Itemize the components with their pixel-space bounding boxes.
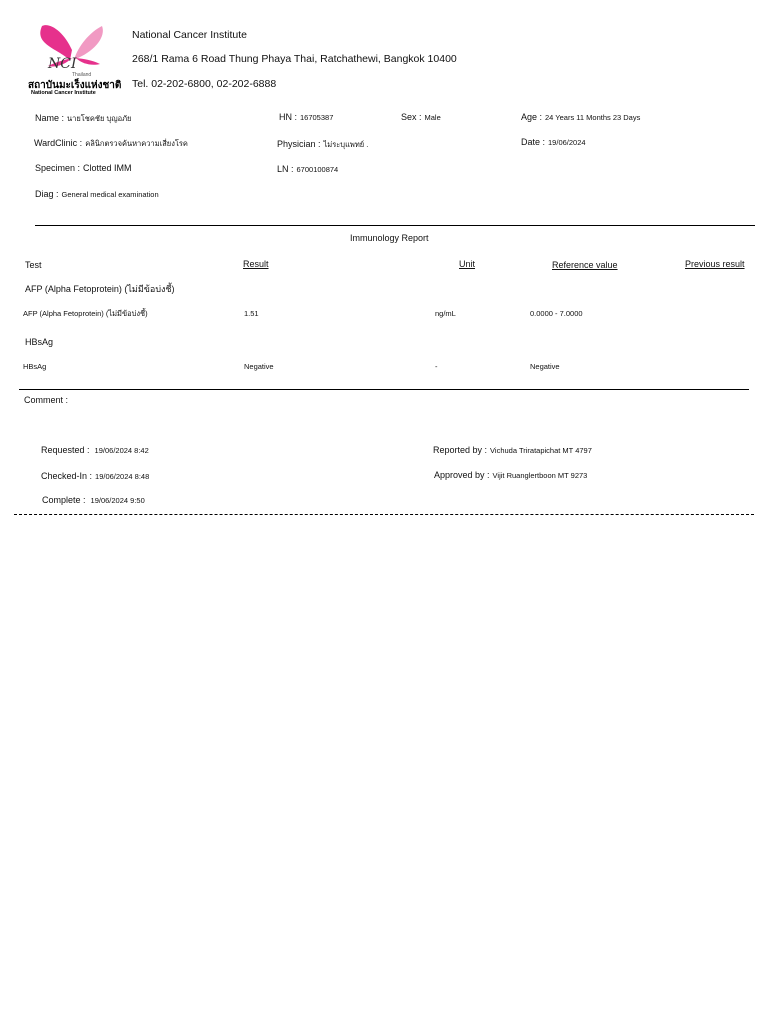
diag-label: Diag : bbox=[35, 189, 59, 199]
institute-name: National Cancer Institute bbox=[132, 29, 247, 41]
requested-value: 19/06/2024 8:42 bbox=[94, 446, 149, 455]
approved-by bbox=[434, 470, 587, 480]
sex-label: Sex : bbox=[401, 112, 422, 122]
page-end-dashed-line bbox=[14, 514, 754, 515]
reported-label: Reported by : bbox=[433, 445, 488, 455]
name-label: Name : bbox=[35, 113, 65, 123]
age-value: 24 Years 11 Months 23 Days bbox=[545, 113, 641, 122]
physician-label: Physician : bbox=[277, 139, 321, 149]
reported-by bbox=[433, 445, 592, 455]
institute-address: 268/1 Rama 6 Road Thung Phaya Thai, Ratchathewi, Bangkok 10400 bbox=[132, 53, 457, 65]
approved-value: Vijit Ruanglertboon MT 9273 bbox=[492, 471, 588, 480]
diagnosis bbox=[35, 189, 159, 199]
report-title: Immunology Report bbox=[350, 233, 429, 243]
group-heading-afp: AFP (Alpha Fetoprotein) (ไม่มีข้อบ่งชี้) bbox=[25, 284, 175, 294]
report-date bbox=[521, 137, 586, 147]
diag-value: General medical examination bbox=[61, 190, 159, 199]
table-row-test: HBsAg bbox=[23, 362, 47, 371]
table-row-unit: ng/mL bbox=[435, 309, 456, 318]
col-result-header: Result bbox=[243, 259, 269, 269]
patient-sex bbox=[401, 112, 441, 122]
table-row-result: 1.51 bbox=[244, 309, 259, 318]
patient-hn bbox=[279, 112, 333, 122]
ln-label: LN : bbox=[277, 164, 294, 174]
table-row-reference: Negative bbox=[530, 362, 560, 371]
date-label: Date : bbox=[521, 137, 546, 147]
ward-label: WardClinic : bbox=[34, 138, 83, 148]
divider bbox=[19, 389, 749, 390]
table-row-test: AFP (Alpha Fetoprotein) (ไม่มีข้อบ่งชี้) bbox=[23, 309, 148, 318]
approved-label: Approved by : bbox=[434, 470, 490, 480]
reported-value: Vichuda Triratapichat MT 4797 bbox=[490, 446, 592, 455]
checked-value: 19/06/2024 8:48 bbox=[95, 472, 150, 481]
table-row-result: Negative bbox=[244, 362, 274, 371]
institute-logo bbox=[26, 20, 122, 98]
ln-value: 6700100874 bbox=[296, 165, 339, 174]
logo-english-name: National Cancer Institute bbox=[31, 90, 96, 96]
specimen bbox=[35, 163, 132, 173]
logo-country: Thailand bbox=[72, 72, 92, 78]
table-row-reference: 0.0000 - 7.0000 bbox=[530, 309, 583, 318]
sex-value: Male bbox=[424, 113, 441, 122]
hn-label: HN : bbox=[279, 112, 297, 122]
patient-ward bbox=[34, 138, 188, 150]
table-row-unit: - bbox=[435, 362, 438, 371]
specimen-label: Specimen : bbox=[35, 163, 81, 173]
complete-label: Complete : bbox=[42, 495, 86, 505]
complete-value: 19/06/2024 9:50 bbox=[90, 496, 145, 505]
requested-time bbox=[41, 445, 149, 455]
requested-label: Requested : bbox=[41, 445, 90, 455]
col-unit-header: Unit bbox=[459, 259, 476, 269]
logo-thai-name: สถาบันมะเร็งแห่งชาติ bbox=[28, 80, 122, 91]
col-previous-header: Previous result bbox=[685, 259, 745, 269]
institute-tel: Tel. 02-202-6800, 02-202-6888 bbox=[132, 78, 277, 90]
divider bbox=[35, 225, 755, 226]
patient-age bbox=[521, 112, 640, 122]
hn-value: 16705387 bbox=[300, 113, 334, 122]
checked-label: Checked-In : bbox=[41, 471, 93, 481]
checked-in-time bbox=[41, 471, 149, 481]
comment-label: Comment : bbox=[24, 395, 69, 405]
date-value: 19/06/2024 bbox=[548, 138, 586, 147]
age-label: Age : bbox=[521, 112, 543, 122]
specimen-value: Clotted IMM bbox=[83, 163, 132, 173]
patient-physician bbox=[277, 139, 368, 151]
physician-value: ไม่ระบุแพทย์ . bbox=[323, 140, 369, 149]
lab-number bbox=[277, 164, 338, 174]
patient-name bbox=[35, 113, 131, 125]
name-value: นายโชคชัย บุญอภัย bbox=[67, 114, 132, 123]
group-heading-hbsag: HBsAg bbox=[25, 337, 54, 347]
logo-brand-text: NCI bbox=[48, 56, 77, 72]
ward-value: คลินิกตรวจค้นหาความเสี่ยงโรค bbox=[85, 139, 188, 148]
col-reference-header: Reference value bbox=[552, 260, 618, 270]
col-test-header: Test bbox=[25, 260, 42, 270]
complete-time bbox=[42, 495, 145, 505]
